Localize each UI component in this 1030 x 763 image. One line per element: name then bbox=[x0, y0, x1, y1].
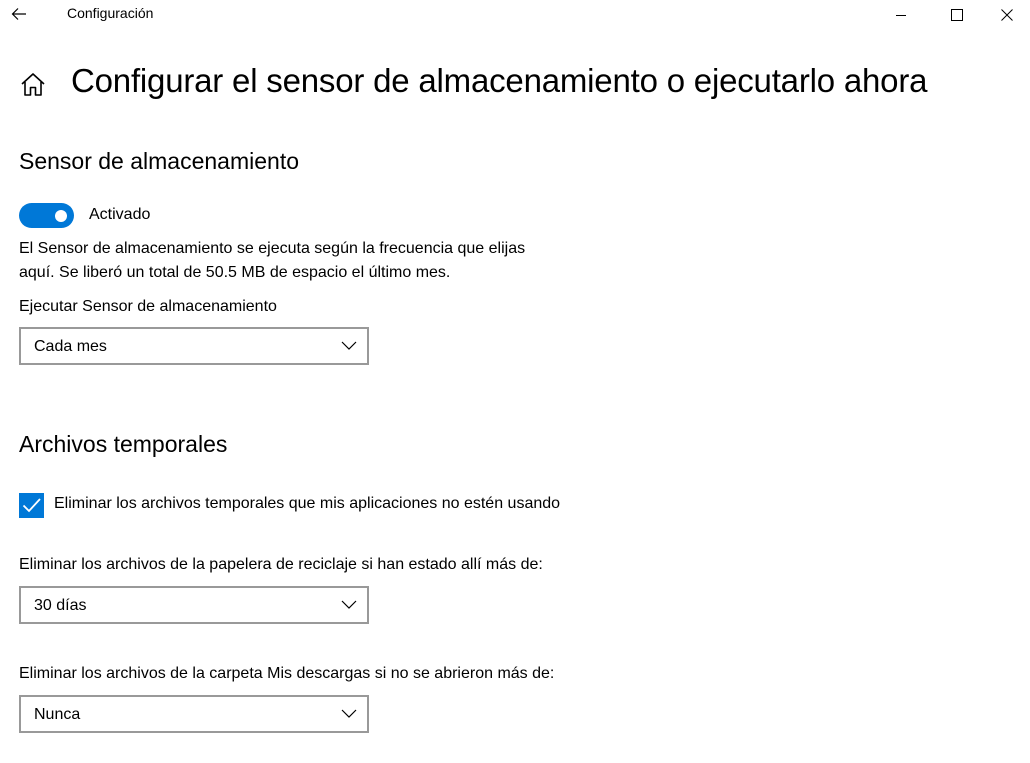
chevron-down-icon bbox=[341, 598, 357, 610]
recycle-bin-label: Eliminar los archivos de la papelera de reciclaje si han estado allí más de: bbox=[19, 556, 543, 573]
run-frequency-value: Cada mes bbox=[34, 338, 107, 355]
downloads-value: Nunca bbox=[34, 706, 81, 723]
storage-sense-heading: Sensor de almacenamiento bbox=[19, 148, 299, 174]
chevron-down-icon bbox=[341, 707, 357, 719]
run-frequency-label: Ejecutar Sensor de almacenamiento bbox=[19, 298, 277, 315]
run-frequency-dropdown[interactable] bbox=[19, 327, 369, 365]
close-icon bbox=[1001, 9, 1013, 21]
maximize-button[interactable] bbox=[934, 0, 980, 30]
delete-temp-files-label[interactable]: Eliminar los archivos temporales que mis aplicaciones no estén usando bbox=[54, 495, 561, 512]
minimize-button[interactable] bbox=[878, 0, 924, 30]
title-bar bbox=[0, 0, 1030, 30]
back-arrow-icon bbox=[11, 7, 27, 21]
checkmark-icon bbox=[19, 493, 44, 518]
storage-sense-description-line2: aquí. Se liberó un total de 50.5 MB de espacio el último mes. bbox=[19, 264, 451, 281]
downloads-label: Eliminar los archivos de la carpeta Mis descargas si no se abrieron más de: bbox=[19, 665, 555, 682]
recycle-bin-value: 30 días bbox=[34, 597, 87, 614]
home-button[interactable] bbox=[20, 72, 46, 98]
chevron-down-icon bbox=[341, 339, 357, 351]
home-icon bbox=[20, 72, 46, 98]
storage-sense-toggle[interactable] bbox=[19, 203, 74, 228]
toggle-knob bbox=[55, 210, 67, 222]
maximize-icon bbox=[951, 9, 963, 21]
storage-sense-description-line1: El Sensor de almacenamiento se ejecuta según la frecuencia que elijas bbox=[19, 240, 526, 257]
close-button[interactable] bbox=[984, 0, 1030, 30]
delete-temp-files-checkbox[interactable] bbox=[19, 493, 44, 518]
app-title: Configuración bbox=[67, 5, 154, 21]
recycle-bin-dropdown[interactable] bbox=[19, 586, 369, 624]
temp-files-heading: Archivos temporales bbox=[19, 431, 228, 457]
back-button[interactable] bbox=[6, 2, 32, 26]
page-title: Configurar el sensor de almacenamiento o ejecutarlo ahora bbox=[71, 62, 928, 99]
downloads-dropdown[interactable] bbox=[19, 695, 369, 733]
minimize-icon bbox=[895, 9, 907, 21]
toggle-state-label: Activado bbox=[89, 206, 151, 223]
